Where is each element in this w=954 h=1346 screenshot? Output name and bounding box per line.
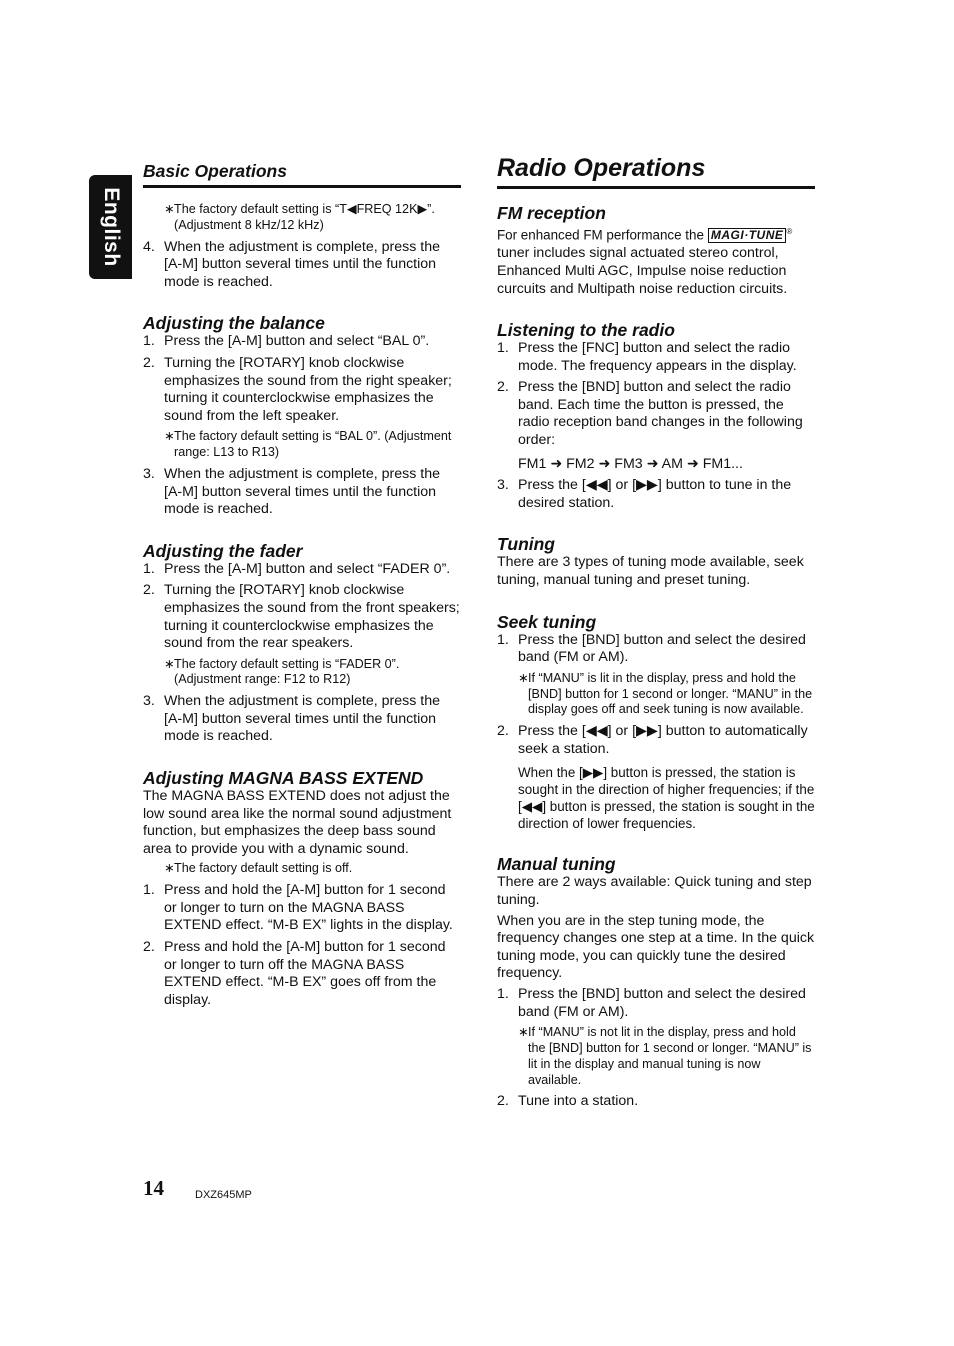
model-number: DXZ645MP	[195, 1189, 252, 1201]
magi-tune-logo: MAGI·TUNE	[708, 228, 787, 243]
tuning-heading: Tuning	[497, 534, 555, 555]
fader-heading: Adjusting the fader	[143, 540, 303, 561]
tuning-text: There are 3 types of tuning mode available, seek tuning, manual tuning and preset tuning.	[497, 554, 804, 589]
fader-step-2: 2. Turning the [ROTARY] knob clockwise emphasizes the sound from the front speakers; turning it counterclockwise emphasizes the sound from the rear speakers.	[143, 582, 460, 652]
balance-heading: Adjusting the balance	[143, 313, 325, 334]
fader-note: ∗ The factory default setting is “FADER 0”. (Adjustment range: F12 to R12)	[164, 656, 400, 687]
manual-heading: Manual tuning	[497, 854, 616, 875]
right-column	[497, 152, 815, 1115]
balance-step-3: 3. When the adjustment is complete, press the [A-M] button several times until the function mode is reached.	[143, 465, 441, 518]
balance-note: ∗ The factory default setting is “BAL 0”. (Adjustment range: L13 to R13)	[164, 429, 452, 460]
magna-step-1: 1. Press and hold the [A-M] button for 1 second or longer to turn on the MAGNA BASS EXTEND effect. “M-B EX” lights in the display.	[143, 882, 453, 934]
manual-step-1: 1. Press the [BND] button and select the desired band (FM or AM).	[497, 985, 806, 1020]
band-order: FM1 ➜ FM2 ➜ FM3 ➜ AM ➜ FM1...	[518, 455, 743, 472]
manual-section	[497, 854, 815, 1111]
listening-step-2: 2. Press the [BND] button and select the radio band. Each time the button is pressed, the radio reception band changes in the following order:	[497, 379, 803, 449]
fader-step-3: 3. When the adjustment is complete, press the [A-M] button several times until the function mode is reached.	[143, 693, 441, 745]
manual-note: ∗ If “MANU” is not lit in the display, press and hold the [BND] button for 1 second or longer. “MANU” is lit in the display and manual tuning is now available.	[518, 1025, 812, 1087]
listening-step-3: 3. Press the [◀◀] or [▶▶] button to tune in the desired station.	[497, 477, 792, 511]
magna-section	[143, 768, 461, 1009]
page-title: Radio Operations	[497, 152, 815, 189]
left-column	[143, 160, 461, 1013]
balance-section	[143, 313, 461, 518]
section-header-basic-operations: Basic Operations	[143, 160, 461, 188]
fader-section	[143, 541, 461, 746]
listening-step-1: 1. Press the [FNC] button and select the radio mode. The frequency appears in the display.	[497, 340, 797, 374]
tuning-section	[497, 534, 815, 589]
balance-step-2: 2. Turning the [ROTARY] knob clockwise emphasizes the sound from the right speaker; turning it counterclockwise emphasizes the sound from the left speaker.	[143, 354, 452, 424]
fader-step-1: 1. Press the [A-M] button and select “FADER 0”.	[143, 560, 451, 577]
fm-section	[497, 203, 815, 298]
page-number: 14	[143, 1176, 164, 1200]
language-tab	[89, 175, 132, 279]
manual-text-1: There are 2 ways available: Quick tuning and step tuning.	[497, 874, 812, 908]
seek-heading: Seek tuning	[497, 611, 597, 632]
manual-text-2: When you are in the step tuning mode, the frequency changes one step at a time. In the quick tuning mode, you can quickly tune the desired frequency.	[497, 912, 815, 982]
seek-note: ∗ If “MANU” is lit in the display, press and hold the [BND] button for 1 second or longer. “MANU” in the display goes off and seek tuning is now available.	[518, 670, 813, 717]
basic-default-note: ∗ The factory default setting is “T◀FREQ 12K▶”. (Adjustment 8 kHz/12 kHz)	[164, 202, 435, 232]
fm-text: For enhanced FM performance the MAGI·TUNE ® tuner includes signal actuated stereo control, Enhanced Multi AGC, Impulse noise reduction curcuits and Multipath noise reduction circuits.	[497, 227, 793, 297]
seek-section	[497, 612, 815, 833]
magna-step-2: 2. Press and hold the [A-M] button for 1 second or longer to turn off the MAGNA BASS EXTEND effect. “M-B EX” goes off from the display.	[143, 939, 446, 1008]
magna-intro: The MAGNA BASS EXTEND does not adjust the low sound area like the normal sound adjustment function, but emphasizes the deep bass sound area to provide you with a dynamic sound.	[143, 788, 452, 857]
listening-heading: Listening to the radio	[497, 320, 675, 341]
basic-step-4: 4. When the adjustment is complete, press the [A-M] button several times until the function mode is reached.	[143, 238, 441, 290]
seek-step-1: 1. Press the [BND] button and select the desired band (FM or AM).	[497, 631, 806, 666]
language-tab-label: English	[99, 187, 123, 267]
seek-detail: When the [▶▶] button is pressed, the station is sought in the direction of higher frequencies; if the [◀◀] button is pressed, the station is sought in the direction of lower frequencies.	[518, 765, 815, 832]
seek-step-2: 2. Press the [◀◀] or [▶▶] button to automatically seek a station.	[497, 723, 808, 757]
page-footer	[143, 1176, 252, 1201]
magna-heading: Adjusting MAGNA BASS EXTEND	[143, 768, 424, 789]
manual-step-2: 2. Tune into a station.	[497, 1093, 639, 1110]
fm-heading: FM reception	[497, 203, 606, 223]
balance-step-1: 1. Press the [A-M] button and select “BAL 0”.	[143, 333, 430, 350]
magna-note: ∗ The factory default setting is off.	[164, 861, 353, 876]
listening-section	[497, 320, 815, 512]
